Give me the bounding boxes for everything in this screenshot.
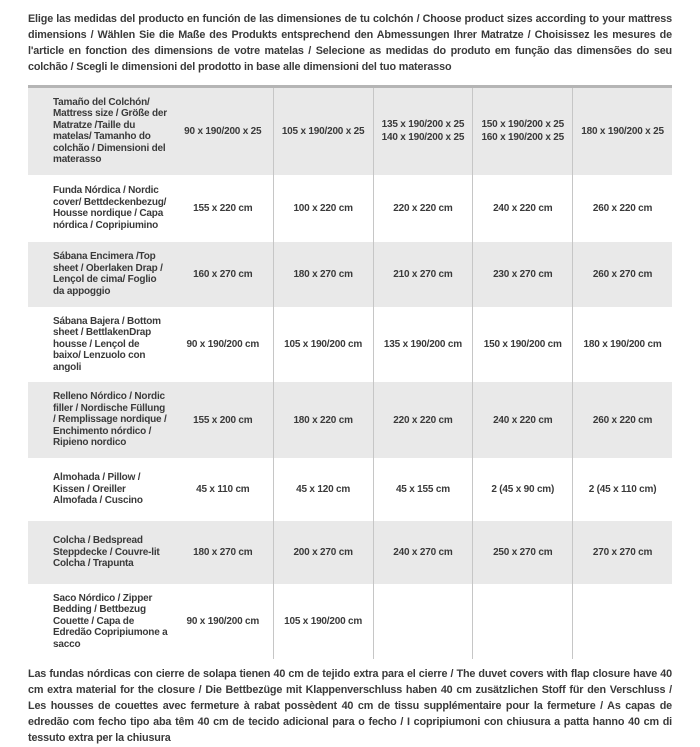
size-value-cell: 180 x 190/200 cm (572, 307, 672, 383)
size-value-cell: 200 x 270 cm (273, 521, 373, 584)
size-value-cell: 155 x 200 cm (193, 414, 253, 426)
size-value-cell: 105 x 190/200 cm (273, 584, 373, 660)
size-table (28, 85, 672, 660)
row-label: Sábana Encimera /Top sheet / Oberlaken Drap / Lençol de cima/ Foglio da appoggio (53, 251, 163, 297)
size-value-cell: 180 x 270 cm (273, 242, 373, 307)
row-label: Funda Nórdica / Nordic cover/ Bettdeckenbezug/ Housse nordique / Capa nórdica / Copripiumino (53, 185, 167, 231)
size-value-cell: 90 x 190/200 cm (186, 616, 260, 628)
size-value-cell: 250 x 270 cm (472, 521, 572, 584)
table-row (28, 307, 672, 383)
size-value-cell: 180 x 270 cm (193, 546, 253, 558)
size-value-cell: 180 x 190/200 x 25 (572, 88, 672, 175)
size-value-cell: 45 x 155 cm (373, 458, 473, 521)
row-label: Almohada / Pillow / Kissen / Oreiller Almofada / Cuscino (53, 472, 143, 507)
size-value-cell: 270 x 270 cm (572, 521, 672, 584)
footnote-text: Las fundas nórdicas con cierre de solapa tienen 40 cm de tejido extra para el cierre / The duvet covers with flap closure have 40 cm extra material for the closure / Die Bettbezüge mit Klappenverschluss haben 40 cm zusätzlichen Stoff für den Verschluss / Les housses de couettes avec fermeture à rabat possèdent 40 cm de tissu supplémentaire pour la fermeture / As capas de edredão com fecho tipo aba têm 40 cm de tecido adicional para o fecho / I copripiumoni con chiusura a patta hanno 40 cm di tessuto extra per la chiusura (28, 668, 672, 745)
table-row (28, 88, 672, 175)
row-label: Tamaño del Colchón/ Mattress size / Größe der Matratze /Taille du matelas/ Tamanho do colchão / Dimensioni del materasso (53, 96, 167, 166)
row-label: Relleno Nórdico / Nordic filler / Nordische Füllung / Remplissage nordique / Enchimento nórdico / Ripieno nordico (53, 391, 167, 449)
size-value-cell: 105 x 190/200 x 25 (273, 88, 373, 175)
row-label: Saco Nórdico / Zipper Bedding / Bettbezug Couette / Capa de Edredão Copripiumone a sacco (53, 592, 168, 650)
table-row (28, 458, 672, 521)
size-value-cell: 105 x 190/200 cm (273, 307, 373, 383)
size-value-cell: 90 x 190/200 x 25 (184, 125, 262, 137)
size-value-cell: 45 x 110 cm (196, 483, 250, 495)
size-value-cell: 135 x 190/200 x 25 140 x 190/200 x 25 (373, 88, 473, 175)
size-value-cell: 135 x 190/200 cm (373, 307, 473, 383)
size-value-cell: 240 x 220 cm (472, 175, 572, 242)
size-value-cell: 155 x 220 cm (193, 202, 253, 214)
size-value-cell: 220 x 220 cm (373, 382, 473, 458)
size-value-cell: 240 x 270 cm (373, 521, 473, 584)
size-value-cell: 90 x 190/200 cm (186, 339, 260, 351)
size-value-cell: 260 x 220 cm (572, 382, 672, 458)
table-row (28, 584, 672, 660)
table-row (28, 382, 672, 458)
size-value-cell: 260 x 270 cm (572, 242, 672, 307)
size-value-cell: 45 x 120 cm (273, 458, 373, 521)
size-value-cell: 260 x 220 cm (572, 175, 672, 242)
size-value-cell: 160 x 270 cm (193, 268, 253, 280)
size-value-cell: 150 x 190/200 cm (472, 307, 572, 383)
table-row (28, 521, 672, 584)
size-value-cell: 100 x 220 cm (273, 175, 373, 242)
table-row (28, 175, 672, 242)
size-value-cell: 230 x 270 cm (472, 242, 572, 307)
size-value-cell: 240 x 220 cm (472, 382, 572, 458)
size-value-cell: 220 x 220 cm (373, 175, 473, 242)
row-label: Colcha / Bedspread Steppdecke / Couvre-lit Colcha / Trapunta (53, 535, 160, 570)
size-value-cell: 2 (45 x 90 cm) (472, 458, 572, 521)
size-value-cell: 180 x 220 cm (273, 382, 373, 458)
row-label: Sábana Bajera / Bottom sheet / BettlakenDrap housse / Lençol de baixo/ Lenzuolo con angoli (53, 315, 161, 373)
size-value-cell (572, 584, 672, 660)
size-value-cell (373, 584, 473, 660)
size-value-cell: 2 (45 x 110 cm) (572, 458, 672, 521)
size-value-cell: 150 x 190/200 x 25 160 x 190/200 x 25 (472, 88, 572, 175)
table-row (28, 242, 672, 307)
intro-text: Elige las medidas del producto en función de las dimensiones de tu colchón / Choose product sizes according to your mattress dimensions / Wählen Sie die Maße des Produkts entsprechend den Abmessungen Ihrer Matratze / Choisissez les mesures de l'article en fonction des dimensions de votre matelas / Selecione as medidas do produto em função das dimensões do seu colchão / Scegli le dimensioni del prodotto in base alle dimensioni del tuo materasso (28, 13, 672, 73)
size-value-cell: 210 x 270 cm (373, 242, 473, 307)
size-value-cell (472, 584, 572, 660)
